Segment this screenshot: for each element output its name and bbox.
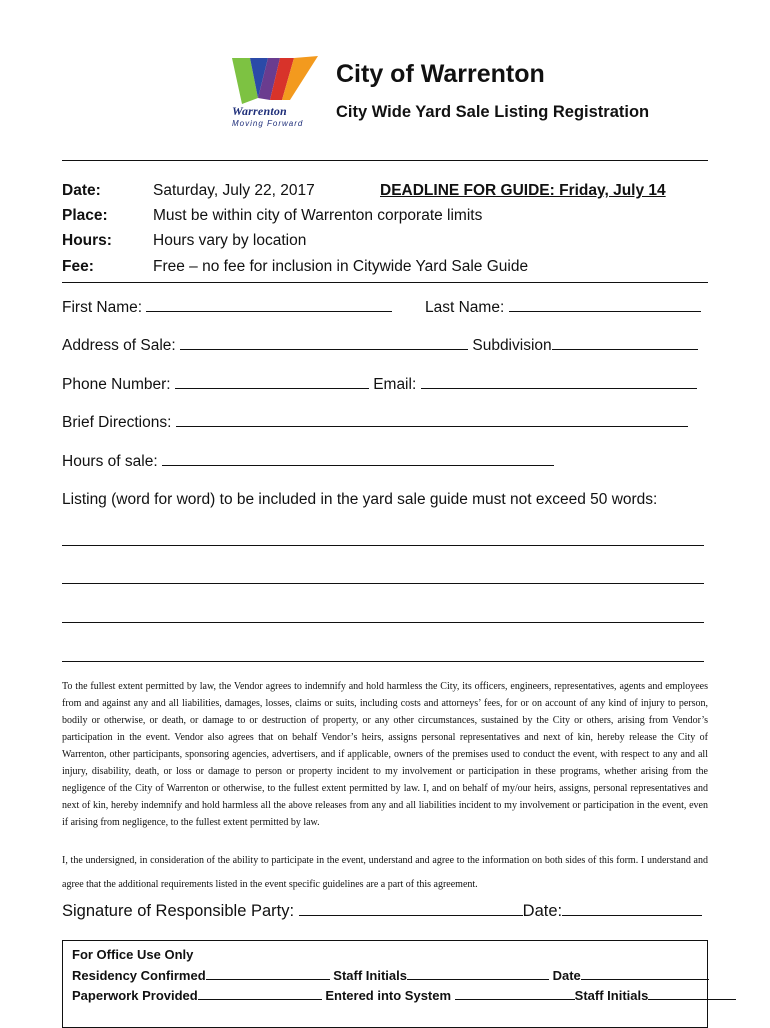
hours-label: Hours:: [62, 232, 112, 249]
signature-label: Signature of Responsible Party:: [62, 902, 295, 920]
hours-of-sale-label: Hours of sale:: [62, 453, 158, 470]
paperwork-field[interactable]: [198, 989, 322, 1000]
page-title: City of Warrenton: [336, 60, 545, 88]
staff-initials-field[interactable]: [407, 969, 549, 980]
staff-initials-2-label: Staff Initials: [574, 988, 649, 1003]
phone-email-row: [62, 376, 697, 394]
residency-field[interactable]: [206, 969, 330, 980]
residency-label: Residency Confirmed: [72, 968, 206, 983]
header-divider: [62, 160, 708, 161]
entered-field[interactable]: [455, 989, 575, 1000]
office-row-2: [72, 988, 736, 1003]
directions-row: [62, 414, 688, 432]
staff-initials-2-field[interactable]: [648, 989, 736, 1000]
office-date-label: Date: [552, 968, 581, 983]
indemnity-clause: To the fullest extent permitted by law, the Vendor agrees to indemnify and hold harmless the City, its officers, engineers, representatives, agents and employees from and against any and all liabilities, damages, losses, claims or suits, including costs and attorneys’ fees, for or on account of any kind of injury to person, bodily or otherwise, or death, or damage to or destruction of property, or any other circumstances, sustained by the City or others, arising from Vendor’s participation in the event. Vendor also agrees that on behalf Vendor’s heirs, assigns personal representatives and next of kin, hereby release the City of Warrenton, other participants, sponsoring agencies, advertisers, and if applicable, owners of the premises used to conduct the event, with respect to any and all injury, disability, death, or loss or damage to person or property incident to my involvement or participation in these programs, whether arising from the negligence of the City of Warrenton or otherwise, to the fullest extent permitted by law. I, and on behalf of my/our heirs, assigns, personal representatives and next of kin, hereby indemnify and hold harmless all the above releases from any and all liabilities incident to my involvement or participation in the event, even if arising from negligence, to the fullest extent permitted by law.: [62, 681, 708, 828]
first-name-label: First Name:: [62, 299, 143, 316]
email-label: Email:: [373, 376, 417, 393]
phone-label: Phone Number:: [62, 376, 171, 393]
last-name-row: [425, 299, 701, 317]
date-label: Date:: [62, 182, 101, 199]
date-value: Saturday, July 22, 2017: [153, 182, 315, 199]
email-field[interactable]: [421, 376, 697, 389]
listing-line-1[interactable]: [62, 545, 704, 546]
directions-label: Brief Directions:: [62, 414, 172, 431]
hours-of-sale-row: [62, 453, 554, 471]
first-name-row: [62, 299, 392, 317]
listing-line-2[interactable]: [62, 583, 704, 584]
deadline-notice: DEADLINE FOR GUIDE: Friday, July 14: [380, 182, 666, 199]
fee-label: Fee:: [62, 258, 94, 275]
staff-initials-label: Staff Initials: [333, 968, 407, 983]
place-label: Place:: [62, 207, 108, 224]
hours-value: Hours vary by location: [153, 232, 307, 249]
agreement-clause: I, the undersigned, in consideration of the ability to participate in the event, understand and agree to the information on both sides of this form. I understand and agree that the additional requirements listed in the event specific guidelines are a part of this agreement.: [62, 855, 708, 890]
signature-field[interactable]: [299, 903, 523, 916]
office-use-title: For Office Use Only: [72, 947, 194, 962]
subdivision-label: Subdivision: [472, 337, 552, 354]
office-date-field[interactable]: [581, 969, 709, 980]
paperwork-label: Paperwork Provided: [72, 988, 198, 1003]
last-name-field[interactable]: [509, 299, 701, 312]
signature-date-label: Date:: [522, 902, 563, 920]
office-row-1: [72, 968, 709, 983]
subdivision-field[interactable]: [552, 337, 698, 350]
entered-label: Entered into System: [325, 988, 452, 1003]
phone-field[interactable]: [175, 376, 369, 389]
address-row: [62, 337, 698, 355]
hours-of-sale-field[interactable]: [162, 453, 554, 466]
logo-tagline: Moving Forward: [232, 119, 304, 128]
signature-date-field[interactable]: [562, 903, 702, 916]
address-field[interactable]: [180, 337, 468, 350]
directions-field[interactable]: [176, 414, 688, 427]
address-label: Address of Sale:: [62, 337, 176, 354]
last-name-label: Last Name:: [425, 299, 505, 316]
signature-row: [62, 902, 702, 921]
fee-value: Free – no fee for inclusion in Citywide Yard Sale Guide: [153, 258, 529, 275]
details-divider: [62, 282, 708, 283]
logo-wordmark: Warrenton: [232, 104, 287, 118]
listing-line-3[interactable]: [62, 622, 704, 623]
place-value: Must be within city of Warrenton corporate limits: [153, 207, 483, 224]
page-subtitle: City Wide Yard Sale Listing Registration: [336, 103, 650, 121]
listing-instructions: Listing (word for word) to be included in the yard sale guide must not exceed 50 words:: [62, 491, 658, 508]
listing-line-4[interactable]: [62, 661, 704, 662]
first-name-field[interactable]: [146, 299, 392, 312]
